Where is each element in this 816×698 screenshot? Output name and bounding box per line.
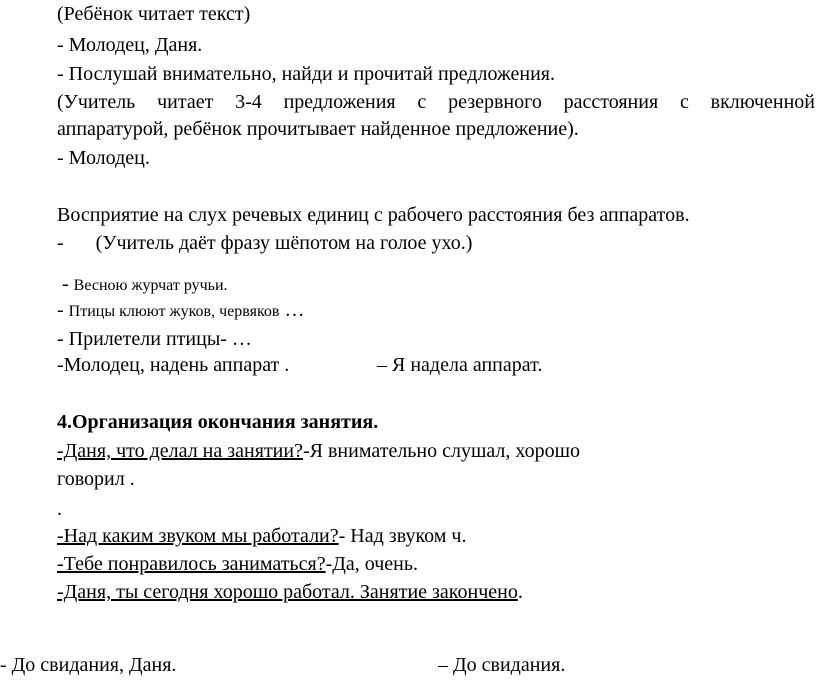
text-line: - Молодец. — [57, 147, 150, 169]
text-line: - Послушай внимательно, найди и прочитай предложения. — [57, 63, 555, 85]
text-line: Восприятие на слух речевых единиц с рабочего расстояния без аппаратов. — [57, 204, 690, 226]
question-text: -Над каким звуком мы работали? — [57, 525, 339, 547]
text-line: -Молодец, надень аппарат . — [57, 354, 290, 376]
text-line: - Прилетели птицы- … — [57, 328, 252, 350]
text-line: - До свидания, Даня. — [0, 654, 177, 676]
text-line — [57, 552, 418, 576]
question-text: -Даня, что делал на занятии? — [57, 440, 303, 462]
list-text: Весною журчат ручьи. — [73, 277, 228, 294]
list-dash: - — [57, 232, 64, 254]
answer-text: -Да, очень. — [325, 553, 418, 575]
period: . — [517, 581, 523, 603]
text-line — [57, 298, 304, 324]
text-line: – Я надела аппарат. — [377, 354, 543, 376]
text-line — [57, 580, 523, 604]
text-line: . — [57, 498, 62, 520]
text-line: (Ребёнок читает текст) — [57, 3, 251, 25]
question-text: -Тебе понравилось заниматься? — [57, 553, 326, 575]
text-line — [57, 439, 580, 463]
text-line: – До свидания. — [438, 654, 566, 676]
text-line: - Молодец, Даня. — [57, 34, 203, 56]
text-line: (Учитель читает 3-4 предложения с резервного расстояния с включенной — [57, 91, 815, 113]
answer-text: -Я внимательно слушал, хорошо — [302, 440, 581, 462]
text-line — [57, 231, 472, 255]
ellipsis: … — [284, 299, 305, 321]
text-line — [57, 524, 467, 548]
closing-text: -Даня, ты сегодня хорошо работал. Занятие закончено — [57, 581, 518, 603]
list-dash: - — [57, 299, 64, 321]
list-text: (Учитель даёт фразу шёпотом на голое ухо.) — [95, 232, 473, 254]
list-dash: - — [62, 273, 69, 295]
text-line: говорил . — [57, 468, 135, 490]
answer-text: - Над звуком ч. — [338, 525, 467, 547]
text-line: аппаратурой, ребёнок прочитывает найденное предложение). — [57, 118, 579, 140]
list-text: Птицы клюют жуков, червяков — [68, 303, 280, 320]
section-heading: 4.Организация окончания занятия. — [57, 411, 379, 433]
text-line — [62, 272, 228, 298]
